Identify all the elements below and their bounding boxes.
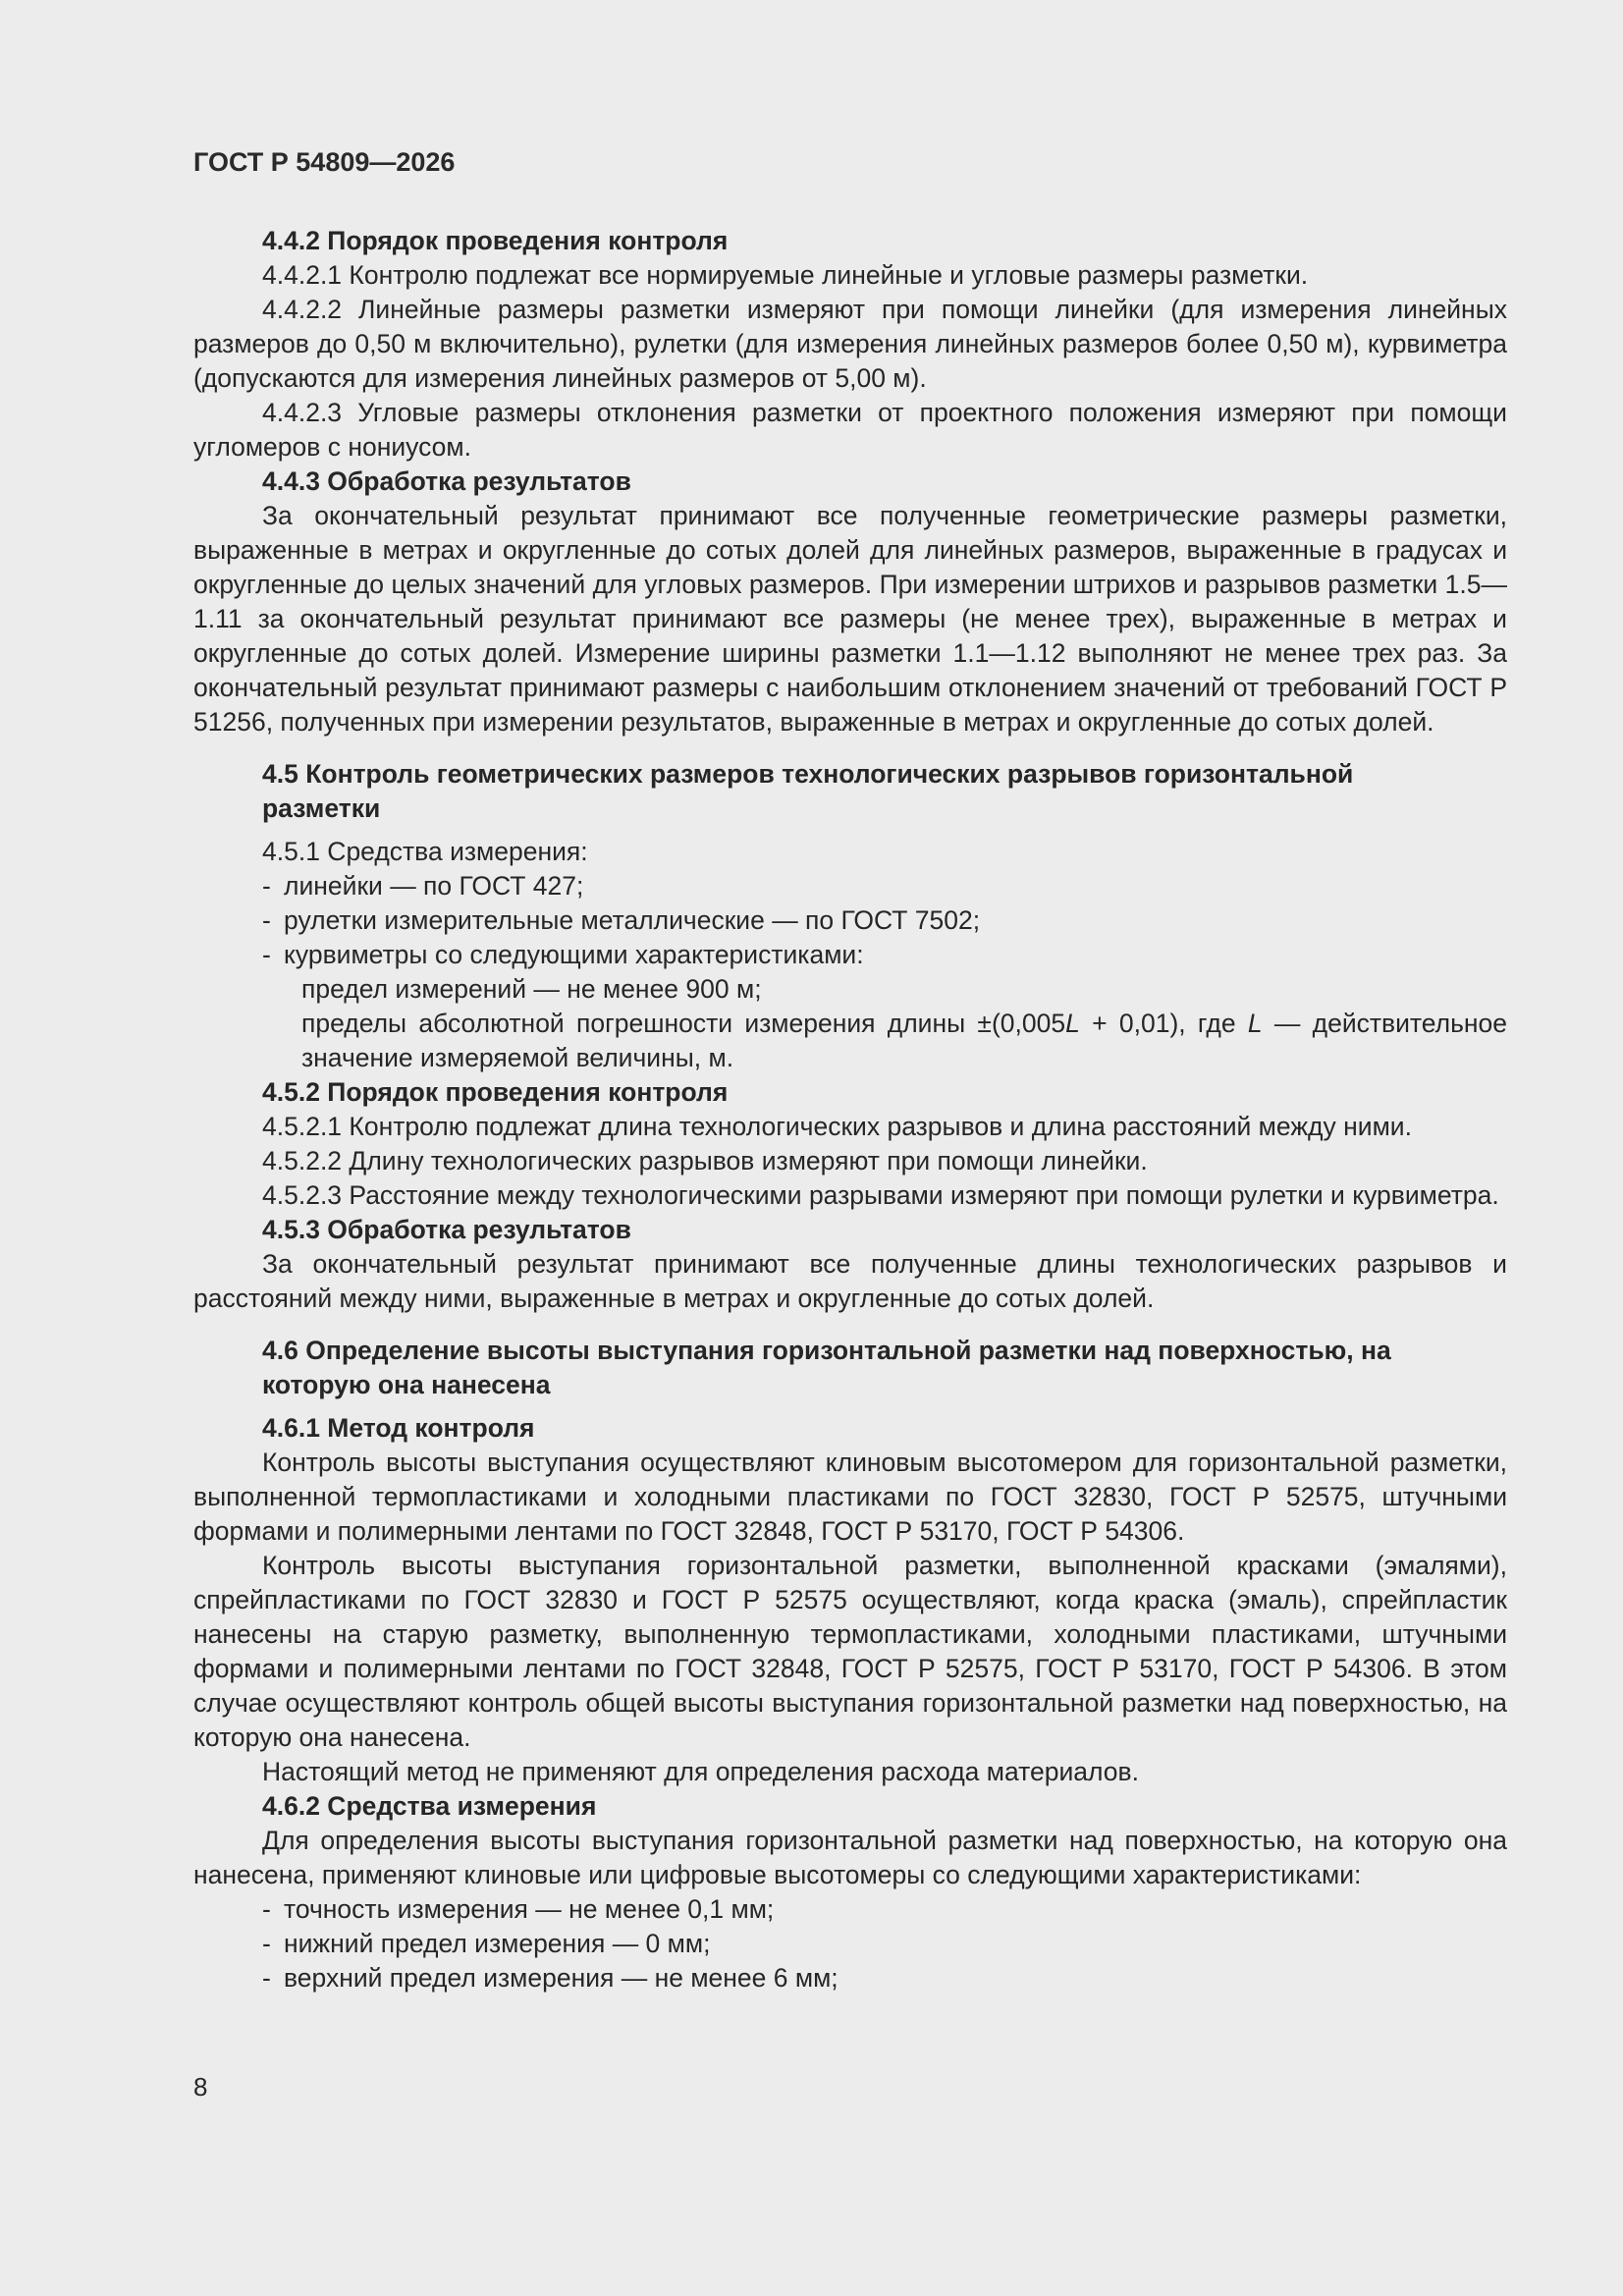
section-heading-4-4-3: 4.4.3 Обработка результатов <box>262 466 631 496</box>
section-heading-4-6: 4.6 Определение высоты выступания горизонтальной разметки над поверхностью, на которую она нанесена <box>262 1336 1391 1399</box>
document-header: ГОСТ Р 54809—2026 <box>193 147 456 177</box>
paragraph-4-5-2-2: 4.5.2.2 Длину технологических разрывов измеряют при помощи линейки. <box>262 1146 1148 1175</box>
list-item-text: нижний предел измерения — 0 мм; <box>284 1929 711 1958</box>
paragraph-4-4-2-1: 4.4.2.1 Контролю подлежат все нормируемые линейные и угловые размеры разметки. <box>262 260 1309 290</box>
formula-text: + 0,01), где <box>1079 1009 1248 1038</box>
sub-item-measurement-limit: предел измерений — не менее 900 м; <box>301 974 762 1004</box>
formula-text: — действительное значение измеряемой величины, м. <box>301 1009 1508 1072</box>
paragraph-4-5-3: За окончательный результат принимают все полученные длины технологических разрывов и расстояний между ними, выраженные в метрах и округленные до сотых долей. <box>193 1249 1507 1313</box>
section-heading-4-4-2: 4.4.2 Порядок проведения контроля <box>262 226 729 255</box>
list-dash: - <box>262 1929 271 1958</box>
paragraph-4-5-1: 4.5.1 Средства измерения: <box>262 837 588 866</box>
paragraph-4-4-2-2: 4.4.2.2 Линейные размеры разметки измеряют при помощи линейки (для измерения линейных размеров до 0,50 м включительно), рулетки (для измерения линейных размеров более 0,50 м), курвиметра (допускаются для измерения линейных размеров от 5,00 м). <box>193 295 1507 393</box>
list-item-text: рулетки измерительные металлические — по ГОСТ 7502; <box>284 905 981 935</box>
list-item-text: линейки — по ГОСТ 427; <box>284 871 584 901</box>
section-heading-4-6-1: 4.6.1 Метод контроля <box>262 1413 535 1443</box>
list-item <box>193 1927 1507 1961</box>
list-item <box>193 1961 1507 1995</box>
list-item-text: точность измерения — не менее 0,1 мм; <box>284 1894 775 1924</box>
document-body <box>193 224 1507 1995</box>
list-dash: - <box>262 905 271 935</box>
section-heading-4-6-2: 4.6.2 Средства измерения <box>262 1791 597 1821</box>
paragraph-4-6-1-c: Настоящий метод не применяют для определения расхода материалов. <box>262 1757 1139 1786</box>
paragraph-4-4-3: За окончательный результат принимают все полученные геометрические размеры разметки, выраженные в метрах и округленные до сотых долей для линейных размеров, выраженные в градусах и округленные до целых значений для угловых размеров. При измерении штрихов и разрывов разметки 1.5—1.11 за окончательный результат принимают все размеры (не менее трех), выраженные в метрах и округленные до сотых долей. Измерение ширины разметки 1.1—1.12 выполняют не менее трех раз. За окончательный результат принимают размеры с наибольшим отклонением значений от требований ГОСТ Р 51256, полученных при измерении результатов, выраженные в метрах и округленные до сотых долей. <box>193 501 1507 737</box>
paragraph-4-5-2-1: 4.5.2.1 Контролю подлежат длина технологических разрывов и длина расстояний между ними. <box>262 1112 1412 1141</box>
list-item-text: курвиметры со следующими характеристиками: <box>284 940 864 969</box>
list-item-text: верхний предел измерения — не менее 6 мм; <box>284 1963 839 1993</box>
list-dash: - <box>262 1963 271 1993</box>
section-heading-4-5: 4.5 Контроль геометрических размеров технологических разрывов горизонтальной разметки <box>262 759 1354 823</box>
list-dash: - <box>262 1894 271 1924</box>
list-item <box>193 869 1507 903</box>
list-dash: - <box>262 871 271 901</box>
formula-text: пределы абсолютной погрешности измерения длины ±(0,005 <box>301 1009 1066 1038</box>
paragraph-4-4-2-3: 4.4.2.3 Угловые размеры отклонения разметки от проектного положения измеряют при помощи угломеров с нониусом. <box>193 398 1507 462</box>
section-heading-4-5-2: 4.5.2 Порядок проведения контроля <box>262 1077 729 1107</box>
formula-variable: L <box>1065 1009 1080 1038</box>
section-heading-4-5-3: 4.5.3 Обработка результатов <box>262 1215 631 1244</box>
list-item <box>193 1892 1507 1927</box>
page-number: 8 <box>193 2072 208 2102</box>
list-item <box>193 903 1507 938</box>
sub-item-error-limits <box>193 1007 1507 1075</box>
list-dash: - <box>262 940 271 969</box>
paragraph-4-5-2-3: 4.5.2.3 Расстояние между технологическими разрывами измеряют при помощи рулетки и курвиметра. <box>262 1180 1499 1210</box>
formula-variable: L <box>1247 1009 1263 1038</box>
list-item <box>193 938 1507 972</box>
paragraph-4-6-1-a: Контроль высоты выступания осуществляют клиновым высотомером для горизонтальной разметки, выполненной термопластиками и холодными пластиками по ГОСТ 32830, ГОСТ Р 52575, штучными формами и полимерными лентами по ГОСТ 32848, ГОСТ Р 53170, ГОСТ Р 54306. <box>193 1448 1507 1546</box>
paragraph-4-6-2: Для определения высоты выступания горизонтальной разметки над поверхностью, на которую она нанесена, применяют клиновые или цифровые высотомеры со следующими характеристиками: <box>193 1826 1507 1889</box>
paragraph-4-6-1-b: Контроль высоты выступания горизонтальной разметки, выполненной красками (эмалями), спрейпластиками по ГОСТ 32830 и ГОСТ Р 52575 осуществляют, когда краска (эмаль), спрейпластик нанесены на старую разметку, выполненную термопластиками, холодными пластиками, штучными формами и полимерными лентами по ГОСТ 32848, ГОСТ Р 52575, ГОСТ Р 53170, ГОСТ Р 54306. В этом случае осуществляют контроль общей высоты выступания горизонтальной разметки над поверхностью, на которую она нанесена. <box>193 1551 1507 1752</box>
